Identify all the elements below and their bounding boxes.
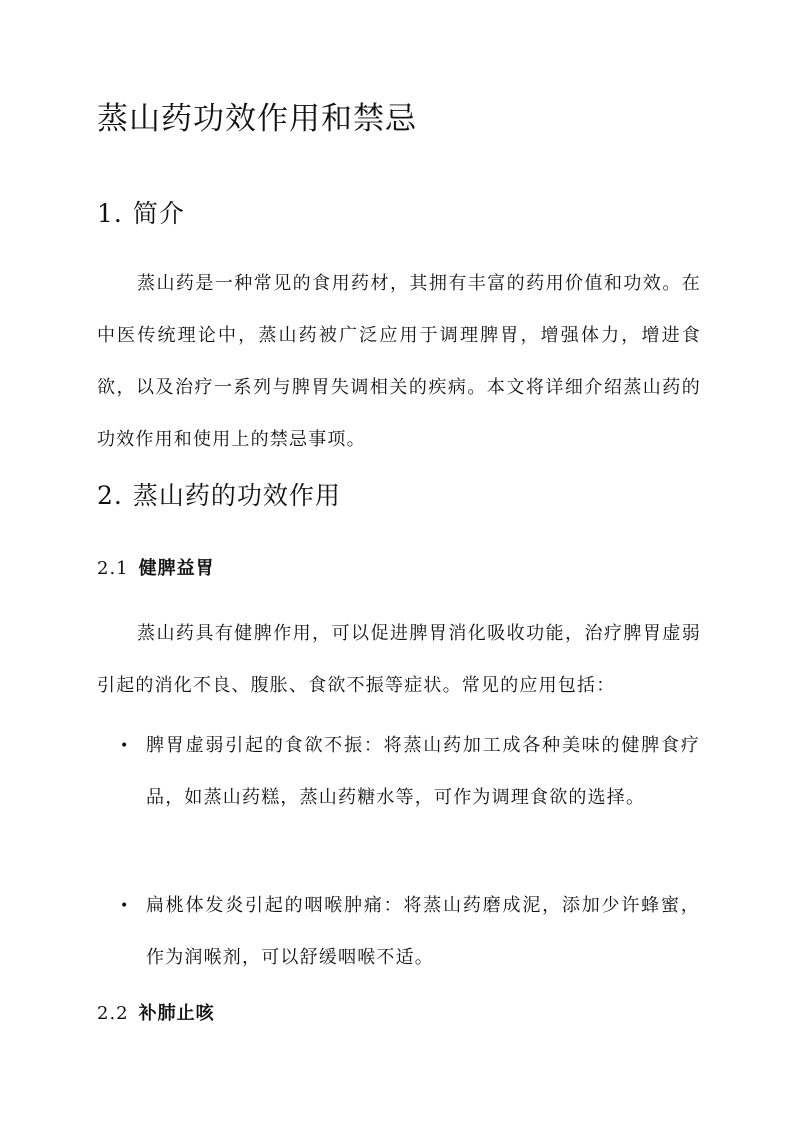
subsection-heading-lung	[97, 1000, 215, 1028]
subsection-number: 2.1	[97, 558, 129, 579]
spleen-paragraph: 蒸山药具有健脾作用，可以促进脾胃消化吸收功能，治疗脾胃虚弱引起的消化不良、腹胀、食欲不振等症状。常见的应用包括：	[97, 623, 701, 696]
section-title: 简介	[132, 199, 185, 228]
section-number: 2.	[97, 481, 123, 510]
list-item-text: 脾胃虚弱引起的食欲不振：将蒸山药加工成各种美味的健脾食疗品，如蒸山药糕，蒸山药糖水等，可作为调理食欲的选择。	[146, 735, 700, 808]
list-item	[120, 880, 700, 984]
list-item	[120, 720, 700, 824]
section-heading-intro	[97, 196, 185, 232]
subsection-title: 健脾益胃	[138, 558, 215, 579]
list-item-text: 扁桃体发炎引起的咽喉肿痛：将蒸山药磨成泥，添加少许蜂蜜，作为润喉剂，可以舒缓咽喉不适。	[146, 895, 700, 968]
section-number: 1.	[97, 199, 123, 228]
subsection-number: 2.2	[97, 1003, 129, 1024]
section-title: 蒸山药的功效作用	[132, 481, 341, 510]
subsection-title: 补肺止咳	[138, 1003, 215, 1024]
document-title: 蒸山药功效作用和禁忌	[97, 101, 417, 137]
subsection-heading-spleen	[97, 555, 215, 583]
bullet-icon: •	[120, 738, 130, 754]
bullet-icon: •	[120, 898, 130, 914]
intro-paragraph: 蒸山药是一种常见的食用药材，其拥有丰富的药用价值和功效。在中医传统理论中，蒸山药被广泛应用于调理脾胃，增强体力，增进食欲，以及治疗一系列与脾胃失调相关的疾病。本文将详细介绍蒸山药的功效作用和使用上的禁忌事项。	[97, 273, 701, 450]
section-heading-effects	[97, 478, 341, 514]
